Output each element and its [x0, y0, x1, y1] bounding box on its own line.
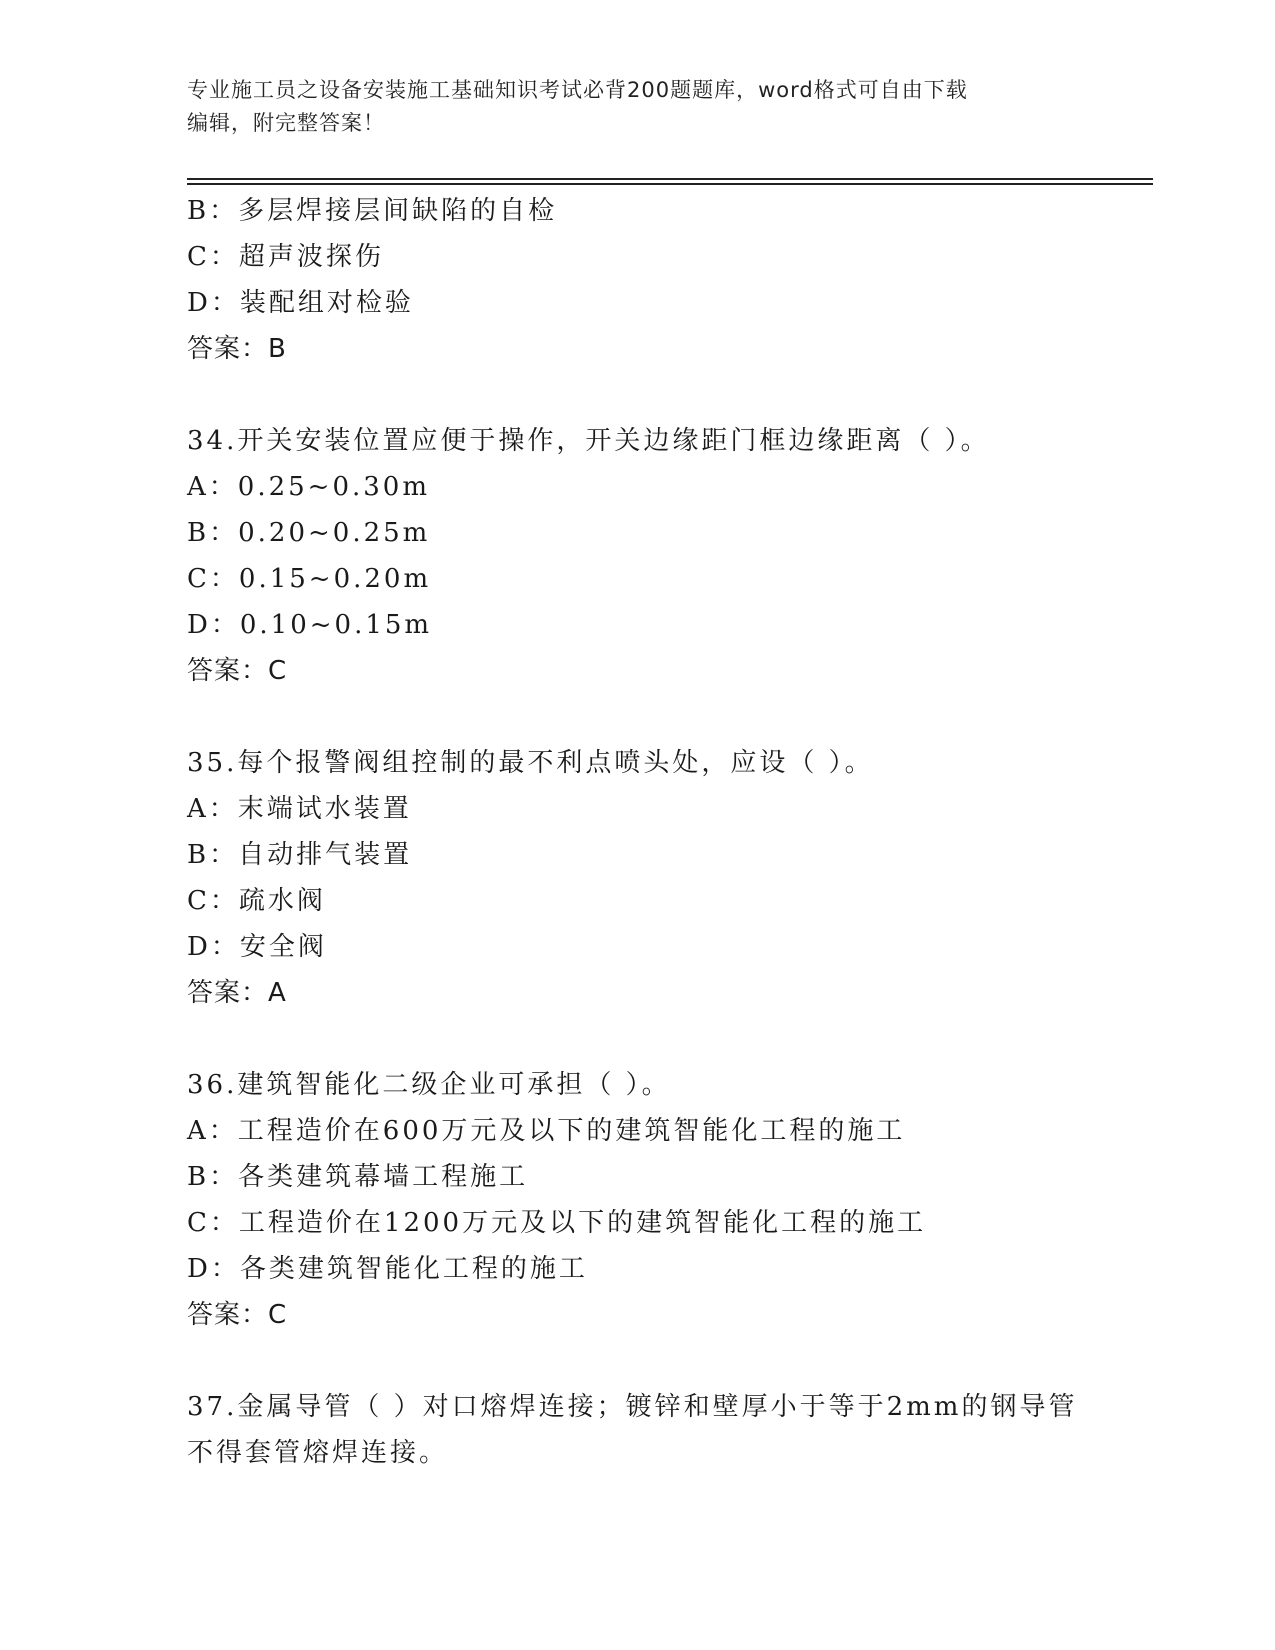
option-text: 工程造价在1200万元及以下的建筑智能化工程的施工	[238, 1208, 927, 1238]
option-letter: C：	[187, 886, 239, 916]
option-c	[187, 234, 1153, 280]
option-text: 疏水阀	[238, 886, 326, 916]
question-stem: 36.建筑智能化二级企业可承担（ ）。	[187, 1070, 671, 1100]
answer-line: 答案：C	[187, 1300, 288, 1330]
option-letter: C：	[187, 242, 239, 272]
option-a	[187, 786, 1153, 832]
option-text: 超声波探伤	[238, 242, 384, 272]
answer-line: 答案：A	[187, 978, 287, 1008]
spacer	[187, 1338, 1153, 1384]
question-stem-line2: 不得套管熔焊连接。	[187, 1438, 449, 1468]
option-text: 0.25~0.30m	[237, 472, 431, 502]
question-37	[187, 1384, 1153, 1476]
document-header	[187, 74, 1087, 140]
option-letter: B：	[187, 840, 239, 870]
option-c	[187, 556, 1153, 602]
option-letter: B：	[187, 1162, 239, 1192]
option-c	[187, 1200, 1153, 1246]
question-35	[187, 740, 1153, 1016]
header-title-line1: 专业施工员之设备安装施工基础知识考试必背200题题库，word格式可自由下载	[187, 78, 968, 102]
spacer	[187, 1016, 1153, 1062]
option-b	[187, 832, 1153, 878]
option-text: 装配组对检验	[239, 288, 414, 318]
option-letter: A：	[187, 794, 238, 824]
option-text: 各类建筑智能化工程的施工	[239, 1254, 588, 1284]
question-list	[187, 188, 1153, 1476]
spacer	[187, 372, 1153, 418]
option-letter: B：	[187, 518, 239, 548]
option-a	[187, 464, 1153, 510]
question-stem: 34.开关安装位置应便于操作，开关边缘距门框边缘距离（ ）。	[187, 426, 990, 456]
spacer	[187, 694, 1153, 740]
option-text: 0.20~0.25m	[238, 518, 431, 548]
option-text: 多层焊接层间缺陷的自检	[238, 196, 558, 226]
question-36	[187, 1062, 1153, 1338]
option-letter: D：	[187, 288, 240, 318]
option-text: 0.10~0.15m	[239, 610, 433, 640]
option-letter: B：	[187, 196, 239, 226]
option-d	[187, 1246, 1153, 1292]
answer-line: 答案：B	[187, 334, 287, 364]
option-d	[187, 280, 1153, 326]
option-d	[187, 602, 1153, 648]
option-text: 安全阀	[239, 932, 327, 962]
option-letter: D：	[187, 1254, 240, 1284]
option-letter: A：	[187, 1116, 238, 1146]
answer-line: 答案：C	[187, 656, 288, 686]
option-letter: D：	[187, 610, 240, 640]
option-letter: A：	[187, 472, 238, 502]
option-a	[187, 1108, 1153, 1154]
option-d	[187, 924, 1153, 970]
option-letter: D：	[187, 932, 240, 962]
option-text: 自动排气装置	[238, 840, 413, 870]
option-letter: C：	[187, 564, 239, 594]
header-divider-top	[187, 178, 1153, 180]
option-b	[187, 510, 1153, 556]
header-divider-bottom	[187, 183, 1153, 185]
option-c	[187, 878, 1153, 924]
option-b	[187, 1154, 1153, 1200]
question-33	[187, 188, 1153, 372]
question-stem: 35.每个报警阀组控制的最不利点喷头处，应设（ ）。	[187, 748, 874, 778]
option-letter: C：	[187, 1208, 239, 1238]
question-34	[187, 418, 1153, 694]
option-b	[187, 188, 1153, 234]
option-text: 0.15~0.20m	[238, 564, 432, 594]
question-stem-line1: 37.金属导管（ ）对口熔焊连接；镀锌和壁厚小于等于2mm的钢导管	[187, 1392, 1078, 1422]
header-title-line2: 编辑，附完整答案！	[187, 111, 385, 135]
option-text: 各类建筑幕墙工程施工	[238, 1162, 529, 1192]
option-text: 工程造价在600万元及以下的建筑智能化工程的施工	[237, 1116, 906, 1146]
option-text: 末端试水装置	[237, 794, 412, 824]
